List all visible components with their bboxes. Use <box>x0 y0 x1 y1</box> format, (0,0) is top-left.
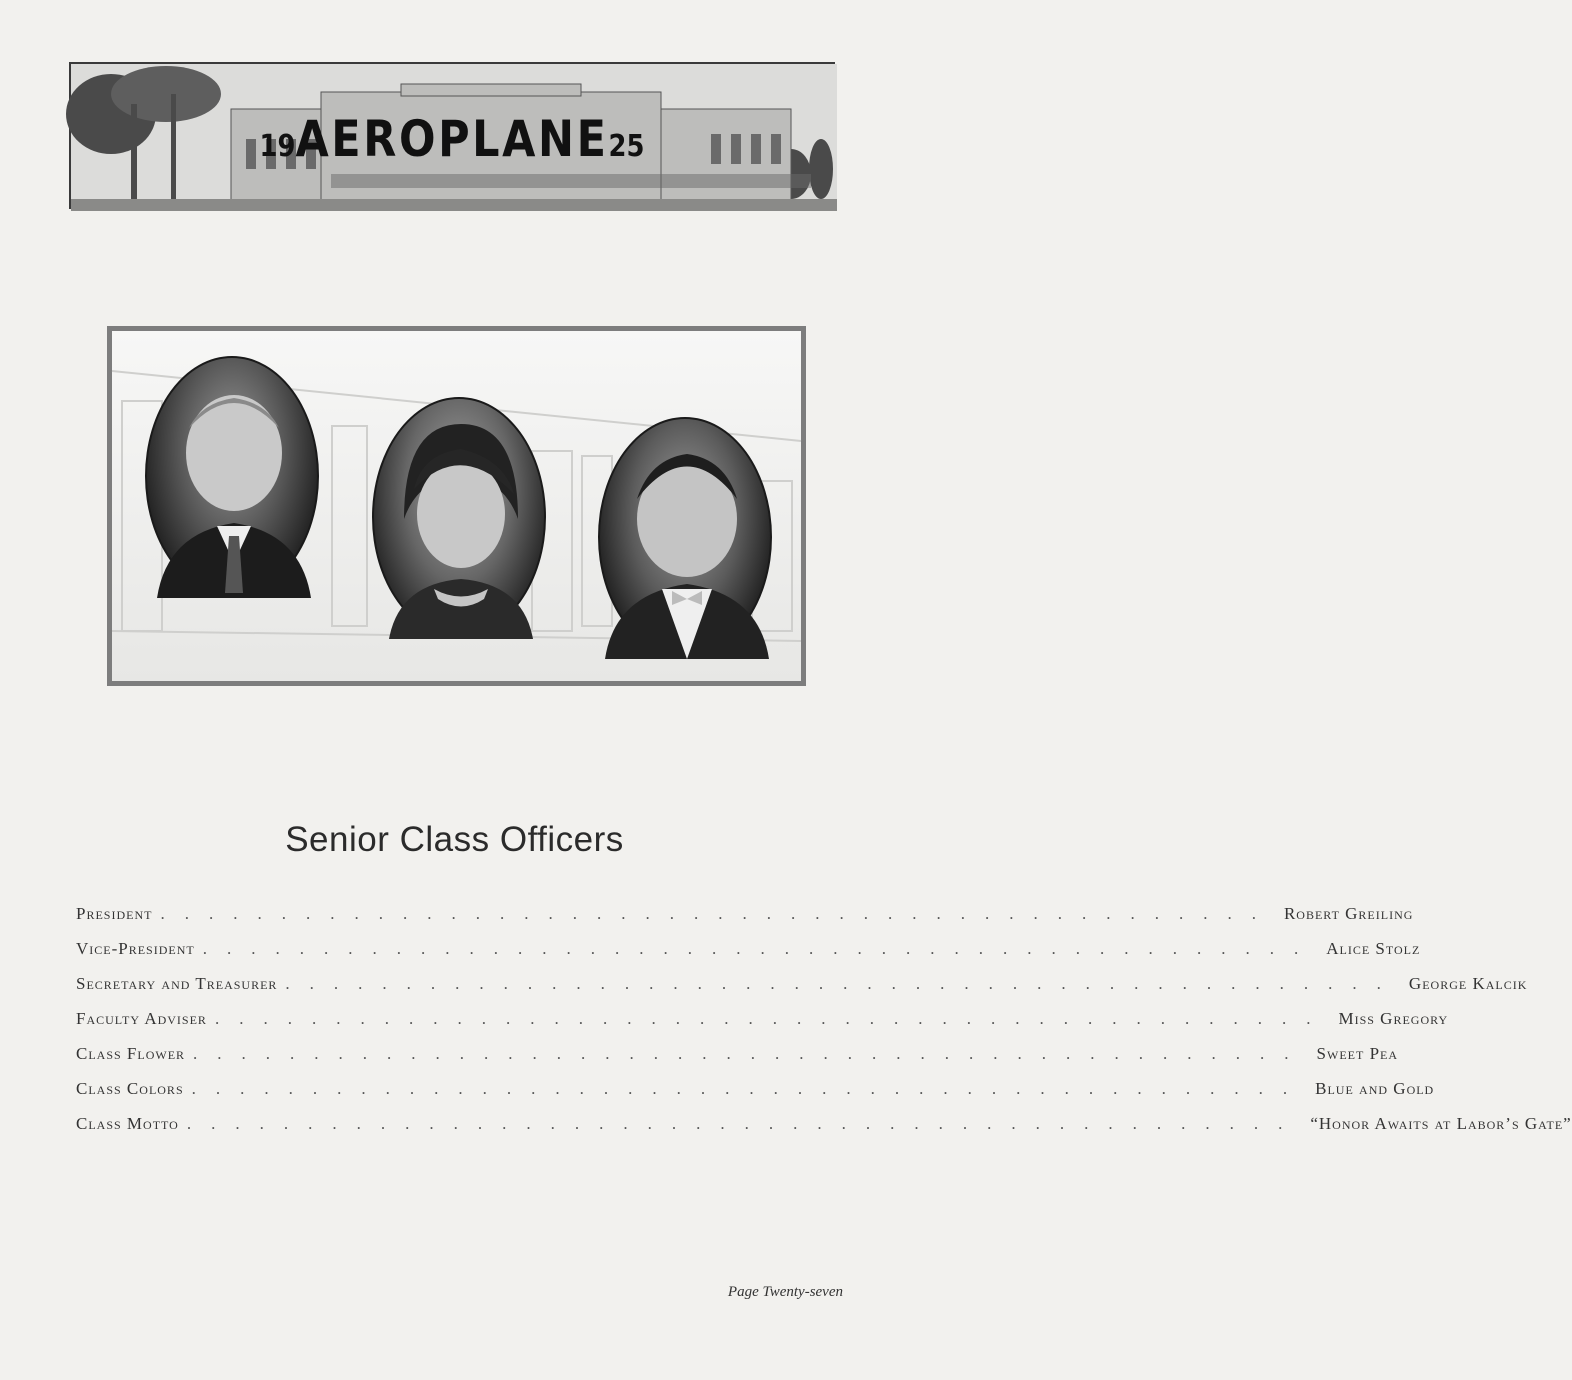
officer-label: Secretary and Treasurer <box>76 974 278 993</box>
portrait-robert-greiling <box>145 356 319 596</box>
officer-label: Faculty Adviser <box>76 1009 207 1028</box>
list-item <box>76 1114 1572 1149</box>
portrait-george-kalcik <box>598 417 772 657</box>
list-item <box>76 904 1414 939</box>
list-item <box>76 939 1421 974</box>
year-left: 19 <box>259 129 296 164</box>
officer-value: George Kalcik <box>1408 974 1528 993</box>
officers-list <box>76 904 1572 1149</box>
title-text: AEROPLANE <box>295 110 609 168</box>
man-portrait-icon <box>600 419 774 659</box>
list-item <box>76 1044 1399 1079</box>
officer-label: Class Motto <box>76 1114 179 1133</box>
portrait-alice-stolz <box>372 397 546 637</box>
year-right: 25 <box>608 129 645 164</box>
officer-label: Class Colors <box>76 1079 184 1098</box>
officer-value: Sweet Pea <box>1316 1044 1399 1063</box>
yearbook-title <box>124 110 779 168</box>
leader-dots: .............................................. <box>193 1044 1309 1063</box>
officer-label: President <box>76 904 153 923</box>
leader-dots: .............................................. <box>191 1079 1308 1098</box>
leader-dots: .............................................. <box>214 1009 1331 1028</box>
leader-dots: .............................................. <box>285 974 1401 993</box>
officer-value: Miss Gregory <box>1338 1009 1449 1028</box>
woman-portrait-icon <box>374 399 548 639</box>
portrait-panel <box>107 326 806 686</box>
officer-label: Vice-President <box>76 939 195 958</box>
leader-dots: .............................................. <box>186 1114 1303 1133</box>
list-item <box>76 1079 1435 1114</box>
page-title: Senior Class Officers <box>285 820 624 859</box>
man-portrait-icon <box>147 358 321 598</box>
list-item <box>76 974 1528 1009</box>
officer-value: Blue and Gold <box>1315 1079 1435 1098</box>
leader-dots: .............................................. <box>202 939 1319 958</box>
header-banner <box>69 62 835 209</box>
leader-dots: .............................................. <box>160 904 1276 923</box>
officer-value: Alice Stolz <box>1326 939 1421 958</box>
officer-label: Class Flower <box>76 1044 186 1063</box>
officer-value: “Honor Awaits at Labor’s Gate” <box>1310 1114 1572 1133</box>
list-item <box>76 1009 1449 1044</box>
officer-value: Robert Greiling <box>1283 904 1414 923</box>
page-number: Page Twenty-seven <box>727 1284 843 1300</box>
